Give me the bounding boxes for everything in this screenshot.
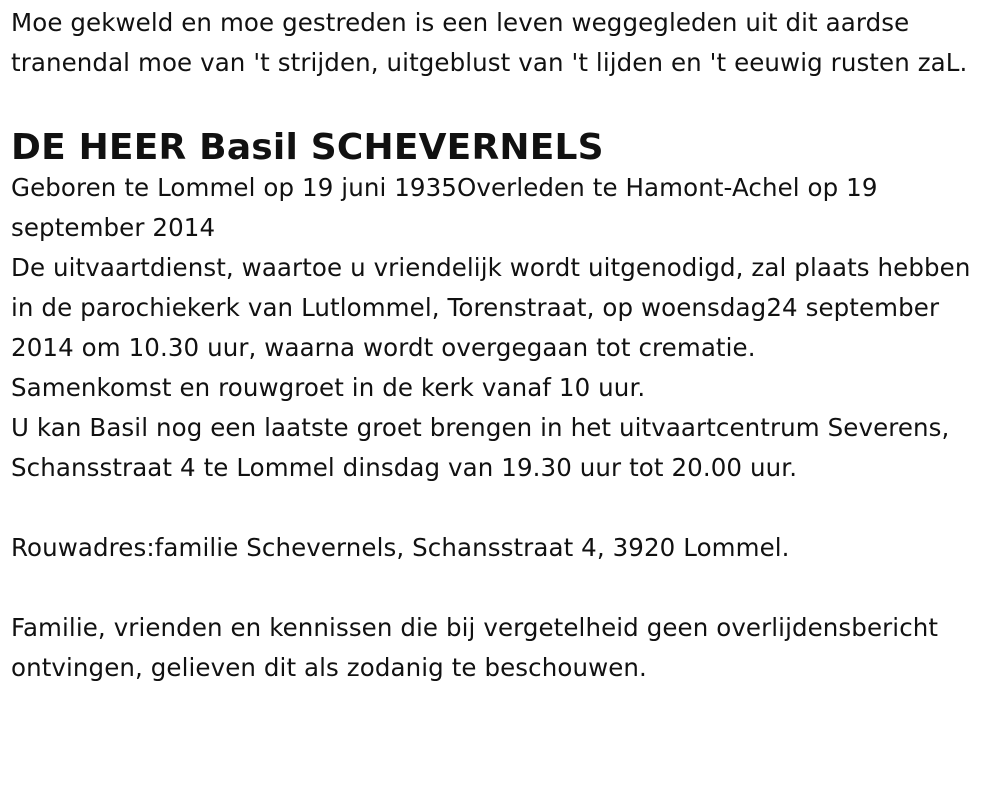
funeral-service-details: De uitvaartdienst, waartoe u vriendelijk wordt uitgenodigd, zal plaats hebben in de parochiekerk van Lutlommel, Torenstraat, op woensdag24 september 2014 om 10.30 uur, waarna wordt overgegaan tot crematie. — [11, 253, 971, 362]
gathering-details: Samenkomst en rouwgroet in de kerk vanaf 10 uur. — [11, 373, 646, 402]
farewell-details: U kan Basil nog een laatste groet brengen in het uitvaartcentrum Severens, Schansstraat 4 te Lommel dinsdag van 19.30 uur tot 20.00 uur. — [11, 413, 950, 482]
paragraph-spacer — [11, 568, 982, 608]
paragraph-spacer — [11, 488, 982, 528]
mourning-address: Rouwadres:familie Schevernels, Schansstraat 4, 3920 Lommel. — [11, 533, 790, 562]
notification-notice: Familie, vrienden en kennissen die bij vergetelheid geen overlijdensbericht ontvingen, gelieven dit als zodanig te beschouwen. — [11, 613, 939, 682]
deceased-name: DE HEER Basil SCHEVERNELS — [11, 127, 604, 168]
birth-death-details: Geboren te Lommel op 19 juni 1935Overleden te Hamont-Achel op 19 september 2014 — [11, 173, 878, 242]
intro-poem: Moe gekweld en moe gestreden is een leven weggegleden uit dit aardse tranendal moe van 't strijden, uitgeblust van 't lijden en 't eeuwig rusten zaL. — [11, 8, 968, 77]
